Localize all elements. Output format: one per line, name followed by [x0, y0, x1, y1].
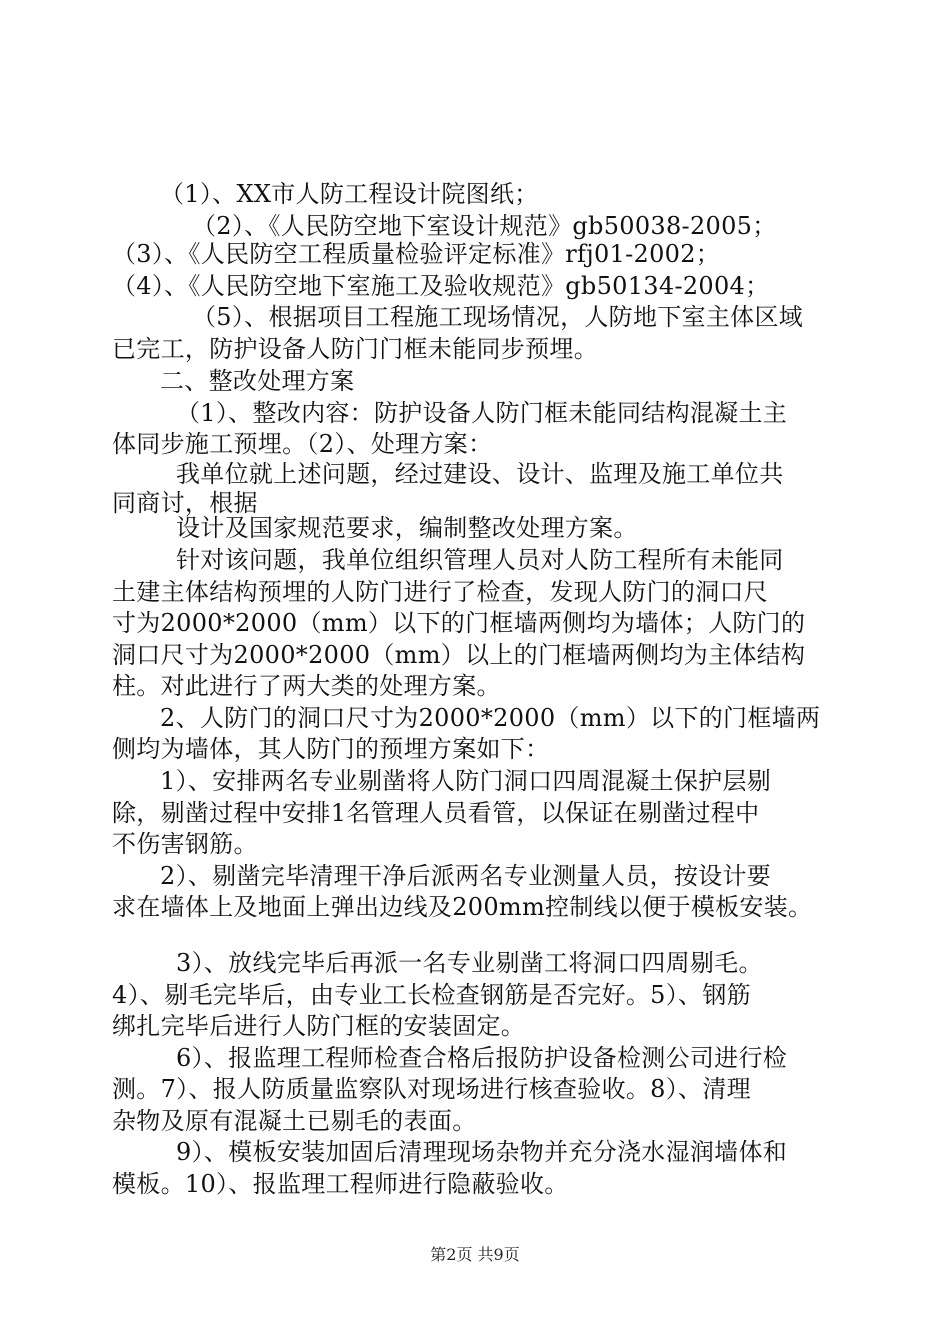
text-line: 1）、安排两名专业剔凿将人防门洞口四周混凝土保护层剔 [160, 767, 772, 795]
text-line: 杂物及原有混凝土已剔毛的表面。 [112, 1107, 477, 1135]
text-line: 针对该问题，我单位组织管理人员对人防工程所有未能同 [176, 546, 784, 574]
text-line: 测。7）、报人防质量监察队对现场进行核查验收。8）、清理 [112, 1075, 751, 1103]
text-line: 除，剔凿过程中安排1名管理人员看管，以保证在剔凿过程中 [112, 799, 760, 827]
text-line: 侧均为墙体，其人防门的预埋方案如下： [112, 735, 550, 763]
text-line: 我单位就上述问题，经过建设、设计、监理及施工单位共 [176, 460, 784, 488]
text-line: 柱。对此进行了两大类的处理方案。 [112, 672, 501, 700]
text-line: （4）、《人民防空地下室施工及验收规范》gb50134-2004； [112, 272, 770, 300]
text-line: （2）、《人民防空地下室设计规范》gb50038-2005； [192, 212, 777, 240]
text-line: 洞口尺寸为2000*2000（mm）以上的门框墙两侧均为主体结构 [112, 641, 806, 669]
page-footer: 第2页 共9页 [430, 1245, 520, 1264]
text-line: 体同步施工预埋。（2）、处理方案： [112, 430, 493, 458]
text-line: 4）、剔毛完毕后，由专业工长检查钢筋是否完好。5）、钢筋 [112, 981, 751, 1009]
text-line: 模板。10）、报监理工程师进行隐蔽验收。 [112, 1170, 569, 1198]
text-line: 已完工，防护设备人防门门框未能同步预埋。 [112, 335, 598, 363]
text-line: （1）、整改内容：防护设备人防门框未能同结构混凝土主 [176, 399, 788, 427]
text-line: 寸为2000*2000（mm）以下的门框墙两侧均为墙体；人防门的 [112, 609, 806, 637]
text-line: 不伤害钢筋。 [112, 830, 258, 858]
text-line: 求在墙体上及地面上弹出边线及200mm控制线以便于模板安装。 [112, 893, 813, 921]
text-line: （1）、XX市人防工程设计院图纸； [160, 180, 539, 208]
text-line: 6）、报监理工程师检查合格后报防护设备检测公司进行检 [176, 1044, 788, 1072]
text-line: 3）、放线完毕后再派一名专业剔凿工将洞口四周剔毛。 [176, 949, 763, 977]
text-line: （5）、根据项目工程施工现场情况，人防地下室主体区域 [192, 303, 804, 331]
text-line: 绑扎完毕后进行人防门框的安装固定。 [112, 1012, 526, 1040]
text-line: 9）、模板安装加固后清理现场杂物并充分浇水湿润墙体和 [176, 1138, 788, 1166]
text-line: （3）、《人民防空工程质量检验评定标准》rfj01-2002； [112, 240, 721, 268]
text-line: 设计及国家规范要求，编制整改处理方案。 [176, 514, 638, 542]
text-line: 同商讨，根据 [112, 489, 258, 517]
text-line: 2）、剔凿完毕清理干净后派两名专业测量人员，按设计要 [160, 862, 772, 890]
text-line: 土建主体结构预埋的人防门进行了检查，发现人防门的洞口尺 [112, 578, 769, 606]
text-line: 2、人防门的洞口尺寸为2000*2000（mm）以下的门框墙两 [160, 704, 821, 732]
section-heading: 二、整改处理方案 [160, 367, 355, 395]
